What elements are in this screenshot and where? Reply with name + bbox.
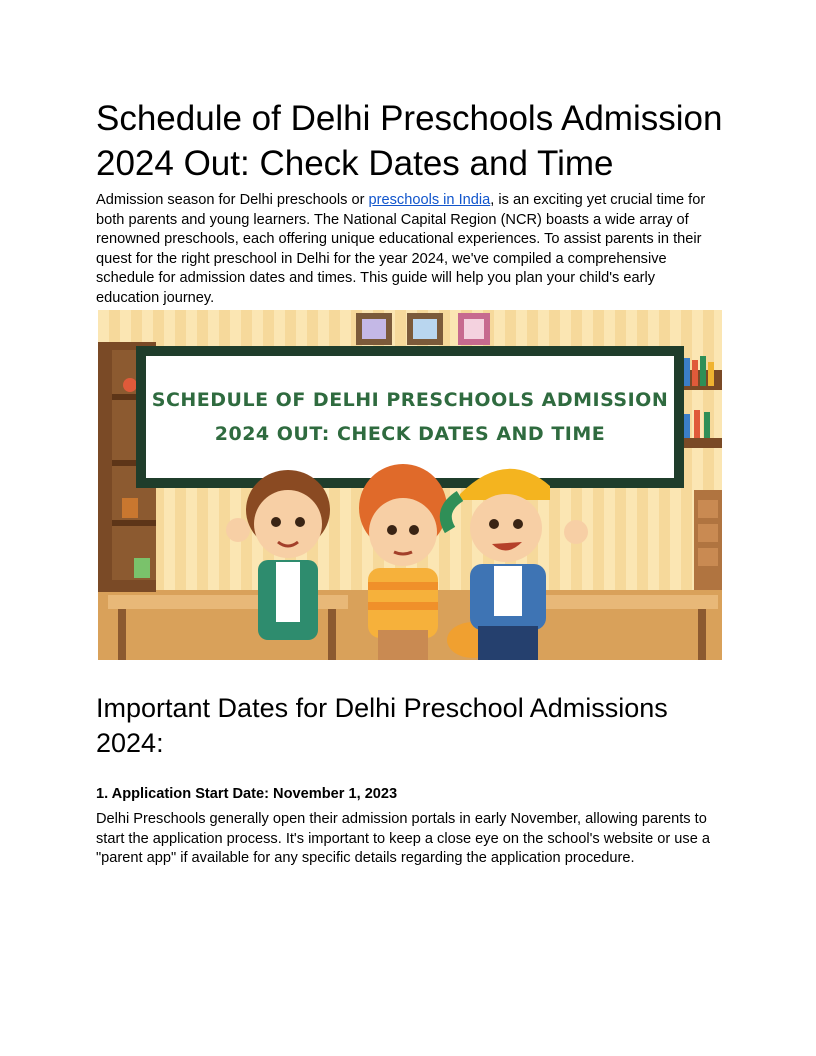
banner-line-1: SCHEDULE OF DELHI PRESCHOOLS ADMISSION (151, 389, 669, 411)
intro-paragraph (96, 191, 722, 309)
hero-illustration (98, 310, 722, 660)
item-1-heading: 1. Application Start Date: November 1, 2023 (96, 786, 398, 802)
classroom-scene (98, 310, 722, 660)
page-title: Schedule of Delhi Preschools Admission 2024 Out: Check Dates and Time (96, 99, 723, 183)
intro-text-start: Admission season for Delhi preschools or (96, 192, 369, 208)
section-heading: Important Dates for Delhi Preschool Admissions 2024: (96, 693, 668, 758)
preschools-in-india-link[interactable]: preschools in India (368, 192, 491, 208)
item-1-paragraph: Delhi Preschools generally open their admission portals in early November, allowing parents to start the application process. It's important to keep a close eye on the school's website or use a "parent app" if available for any specific details regarding the application procedure. (96, 811, 710, 867)
intro-text-end: , is an exciting yet crucial time for both parents and young learners. The National Capital Region (NCR) boasts a wide array of renowned preschools, each offering unique educational experiences. To assist parents in their quest for the right preschool in Delhi for the year 2024, we've compiled a comprehensive schedule for admission dates and times. This guide will help you plan your child's early education journey. (96, 192, 706, 306)
banner-line-2: 2024 OUT: CHECK DATES AND TIME (214, 423, 606, 445)
